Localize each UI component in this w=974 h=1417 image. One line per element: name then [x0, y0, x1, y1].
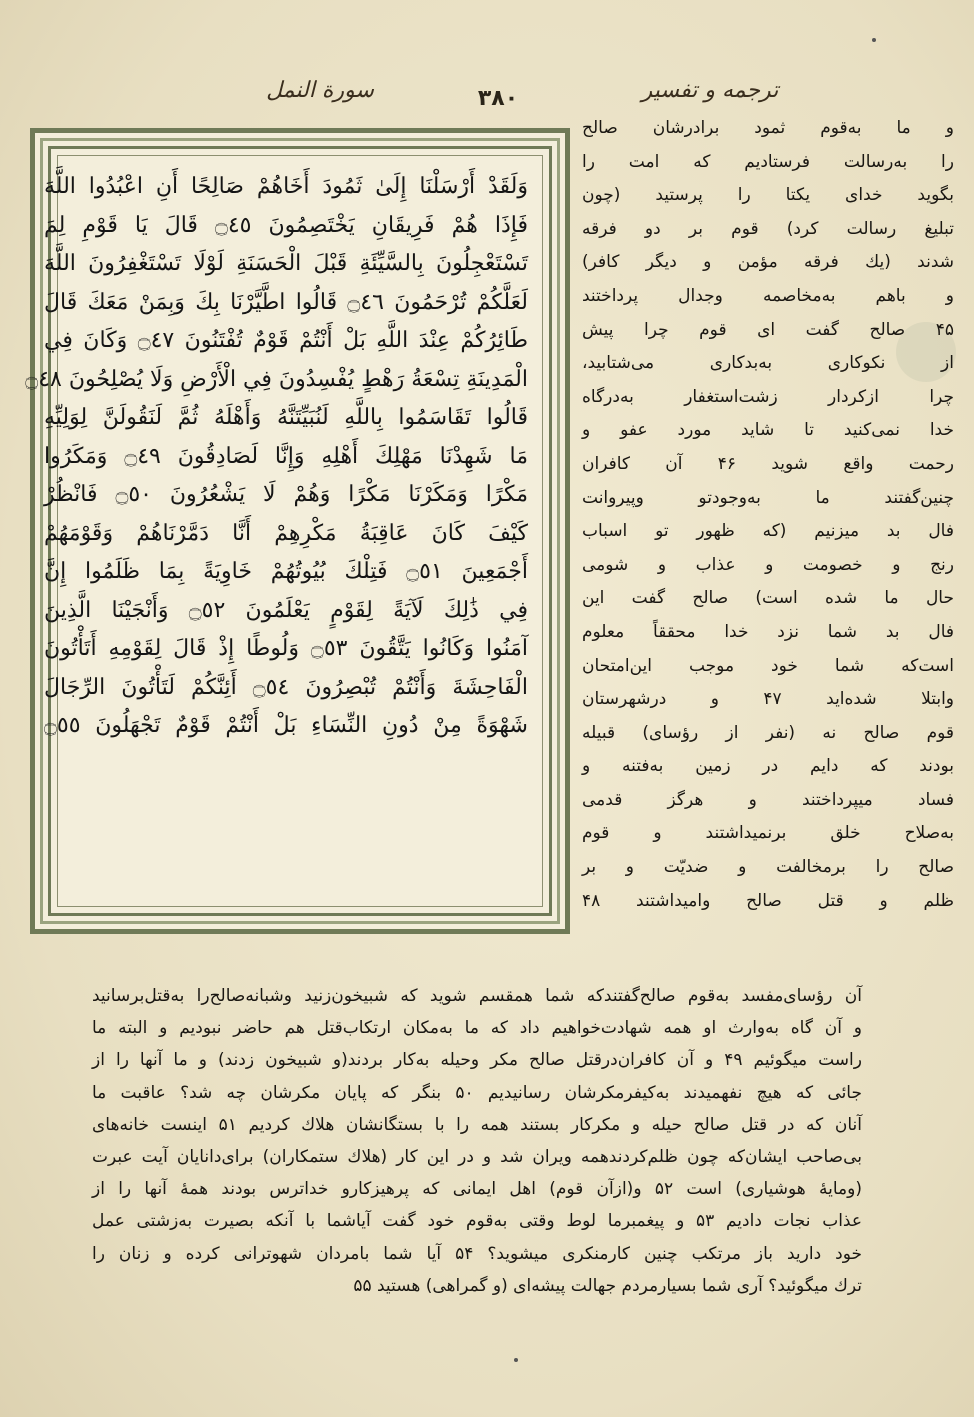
translation-line: صالح را برمخالفت و ضدیّت و بر [582, 857, 954, 878]
quran-line: فِي ذَٰلِكَ لَآيَةً لِقَوْمٍ يَعْلَمُونَ ۝٥٢ وَأَنْجَيْنَا الَّذِينَ [44, 597, 528, 623]
quran-line: فَإِذَا هُمْ فَرِيقَانِ يَخْتَصِمُونَ ۝٤٥ قَالَ يَا قَوْمِ لِمَ [44, 212, 528, 238]
quran-line: الْمَدِينَةِ تِسْعَةُ رَهْطٍ يُفْسِدُونَ فِي الْأَرْضِ وَلَا يُصْلِحُونَ ۝٤٨ [25, 366, 528, 392]
quran-line: شَهْوَةً مِنْ دُونِ النِّسَاءِ بَلْ أَنْتُمْ قَوْمٌ تَجْهَلُونَ ۝٥٥ [44, 713, 528, 738]
translation-right-column [582, 112, 954, 918]
translation-line: ۴۵ صالح گفت ای قوم چرا پیش [582, 319, 954, 340]
translation-line: حال ما شده است) صالح گفت این [582, 588, 954, 609]
translation-bottom-block [92, 980, 862, 1302]
quran-line: تَسْتَعْجِلُونَ بِالسَّيِّئَةِ قَبْلَ الْحَسَنَةِ لَوْلَا تَسْتَغْفِرُونَ اللَّهَ [44, 251, 528, 276]
book-title-header: ترجمه و تفسیر [641, 78, 779, 103]
translation-line: فساد میپرداختند و هرگز قدمی [582, 789, 954, 810]
quran-line: طَائِرُكُمْ عِنْدَ اللَّهِ بَلْ أَنْتُمْ قَوْمٌ تُفْتَنُونَ ۝٤٧ وَكَانَ فِي [44, 328, 528, 353]
translation-line: راست میگوئیم ۴۹ و آن کافران‌درقتل صالح مکر وحیله به‌کار بردند(و شبیخون زدند) و ما آنها را از [92, 1050, 862, 1071]
quran-line: مَا شَهِدْنَا مَهْلِكَ أَهْلِهِ وَإِنَّا لَصَادِقُونَ ۝٤٩ وَمَكَرُوا [44, 443, 528, 469]
quran-line: مَكْرًا وَمَكَرْنَا مَكْرًا وَهُمْ لَا يَشْعُرُونَ ۝٥٠ فَانْظُرْ [44, 482, 528, 507]
speck [872, 38, 876, 42]
translation-line: بگوید خدای یکتا را پرستید (چون [582, 185, 954, 206]
translation-line: فال بد میزنیم (که ظهور تو اسباب [582, 521, 954, 542]
translation-line: از نکوکاری به‌بدکاری می‌شتابید، [582, 353, 954, 374]
quran-line: الْفَاحِشَةَ وَأَنْتُمْ تُبْصِرُونَ ۝٥٤ أَئِنَّكُمْ لَتَأْتُونَ الرِّجَالَ [44, 674, 528, 700]
translation-line: خدا نمی‌کنید تا شاید مورد عفو و [582, 420, 954, 441]
surah-title-header: سورة النمل [266, 78, 374, 103]
quran-line: قَالُوا تَقَاسَمُوا بِاللَّهِ لَنُبَيِّتَنَّهُ وَأَهْلَهُ ثُمَّ لَنَقُولَنَّ لِوَلِيِّهِ [44, 405, 528, 430]
translation-line: چرا ازکردار زشت‌استغفار به‌درگاه [582, 386, 954, 407]
translation-line: ترك میگوئید؟ آری شما بسیارمردم جهالت پیشه‌ای (و گمراهی) هستید ۵۵ [353, 1275, 862, 1296]
translation-line: و ما به‌قوم ثمود برادرشان صالح [582, 118, 954, 138]
translation-line: ظلم و قتل صالح وامیداشتند ۴۸ [582, 890, 954, 911]
quran-line: أَجْمَعِينَ ۝٥١ فَتِلْكَ بُيُوتُهُمْ خَاوِيَةً بِمَا ظَلَمُوا إِنَّ [44, 559, 528, 584]
quran-line: كَيْفَ كَانَ عَاقِبَةُ مَكْرِهِمْ أَنَّا دَمَّرْنَاهُمْ وَقَوْمَهُمْ [44, 520, 528, 546]
translation-line: وابتلا شده‌اید ۴۷ و درشهرستان [582, 689, 955, 710]
quran-line: لَعَلَّكُمْ تُرْحَمُونَ ۝٤٦ قَالُوا اطَّيَّرْنَا بِكَ وَبِمَنْ مَعَكَ قَالَ [44, 289, 528, 315]
page-number: ۳۸۰ [477, 86, 519, 111]
quran-line: وَلَقَدْ أَرْسَلْنَا إِلَىٰ ثَمُودَ أَخَاهُمْ صَالِحًا أَنِ اعْبُدُوا اللَّهَ [44, 174, 528, 199]
translation-line: به‌صلاح خلق برنمیداشتند و قوم [582, 823, 954, 844]
translation-line: است‌که شما خود موجب این‌امتحان [582, 655, 954, 676]
speck [514, 1358, 518, 1362]
translation-line: جائی که هیچ نفهمیدند به‌کیفرمکرشان رسانیدیم ۵۰ بنگر که پایان مکرشان چه شد؟ عاقبت ما [92, 1082, 862, 1103]
translation-line: چنین‌گفتند ما به‌وجودتو وپیروانت [582, 487, 954, 508]
translation-line: آن رؤسای‌مفسد به‌قوم صالح‌گفتندکه شما همقسم شوید که شبیخون‌زنید وشبانه‌صالح‌را به‌قتل‌برسانید [92, 986, 862, 1006]
translation-line: بودند که دایم در زمین به‌فتنه و [582, 756, 954, 777]
translation-line: قوم صالح نه (نفر از رؤسای) قبیله [582, 722, 954, 743]
translation-line: (ومایهٔ هوشیاری) است ۵۲ و(ازآن قوم) اهل ایمانی که پرهیزکارو خداترس بودند همهٔ آنها را از [92, 1179, 862, 1200]
quran-line: آمَنُوا وَكَانُوا يَتَّقُونَ ۝٥٣ وَلُوطًا إِذْ قَالَ لِقَوْمِهِ أَتَأْتُونَ [44, 636, 529, 661]
translation-line: و آن گاه به‌وارث او همه شهادت‌خواهیم داد که ما به‌مکان ارتکاب‌قتل هم حاضر نبودیم و البته ما [92, 1018, 862, 1039]
translation-line: عذاب نجات دادیم ۵۳ و پیغمبرما لوط وقتی به‌قوم خود گفت آیاشما با آنکه بصیرت به‌زشتی عمل [92, 1211, 862, 1232]
translation-line: خود دارید باز مرتکب چنین کارمنکری میشوید؟ ۵۴ آیا شما بامردان شهوترانی کرده و زنان را [92, 1243, 862, 1264]
translation-line: تبلیغ رسالت کرد) قوم بر دو فرقه [582, 218, 954, 239]
translation-line: را به‌رسالت فرستادیم که امت را [582, 151, 954, 172]
translation-line: بی‌صاحب ایشان‌که چون ظلم‌کردندهمه ویران شد و در این کار (هلاك ستمکاران) برای‌دانایان آیت عبرت [92, 1146, 862, 1167]
translation-line: آنان که در قتل صالح حیله و مکرکار بستند همه را با بستگانشان هلاك کردیم ۵۱ اینست خانه‌های [92, 1114, 862, 1135]
translation-line: رنج و خصومت و عذاب و شومی [582, 554, 954, 575]
translation-line: رحمت واقع شوید ۴۶ آن کافران [582, 453, 954, 474]
translation-line: و باهم به‌مخاصمه وجدال پرداختند [582, 285, 954, 306]
translation-line: شدند (یك فرقه مؤمن و دیگر کافر) [582, 252, 954, 273]
quran-text-block [25, 168, 529, 746]
translation-line: فال بد شما نزد خدا محققاً معلوم [582, 621, 954, 642]
